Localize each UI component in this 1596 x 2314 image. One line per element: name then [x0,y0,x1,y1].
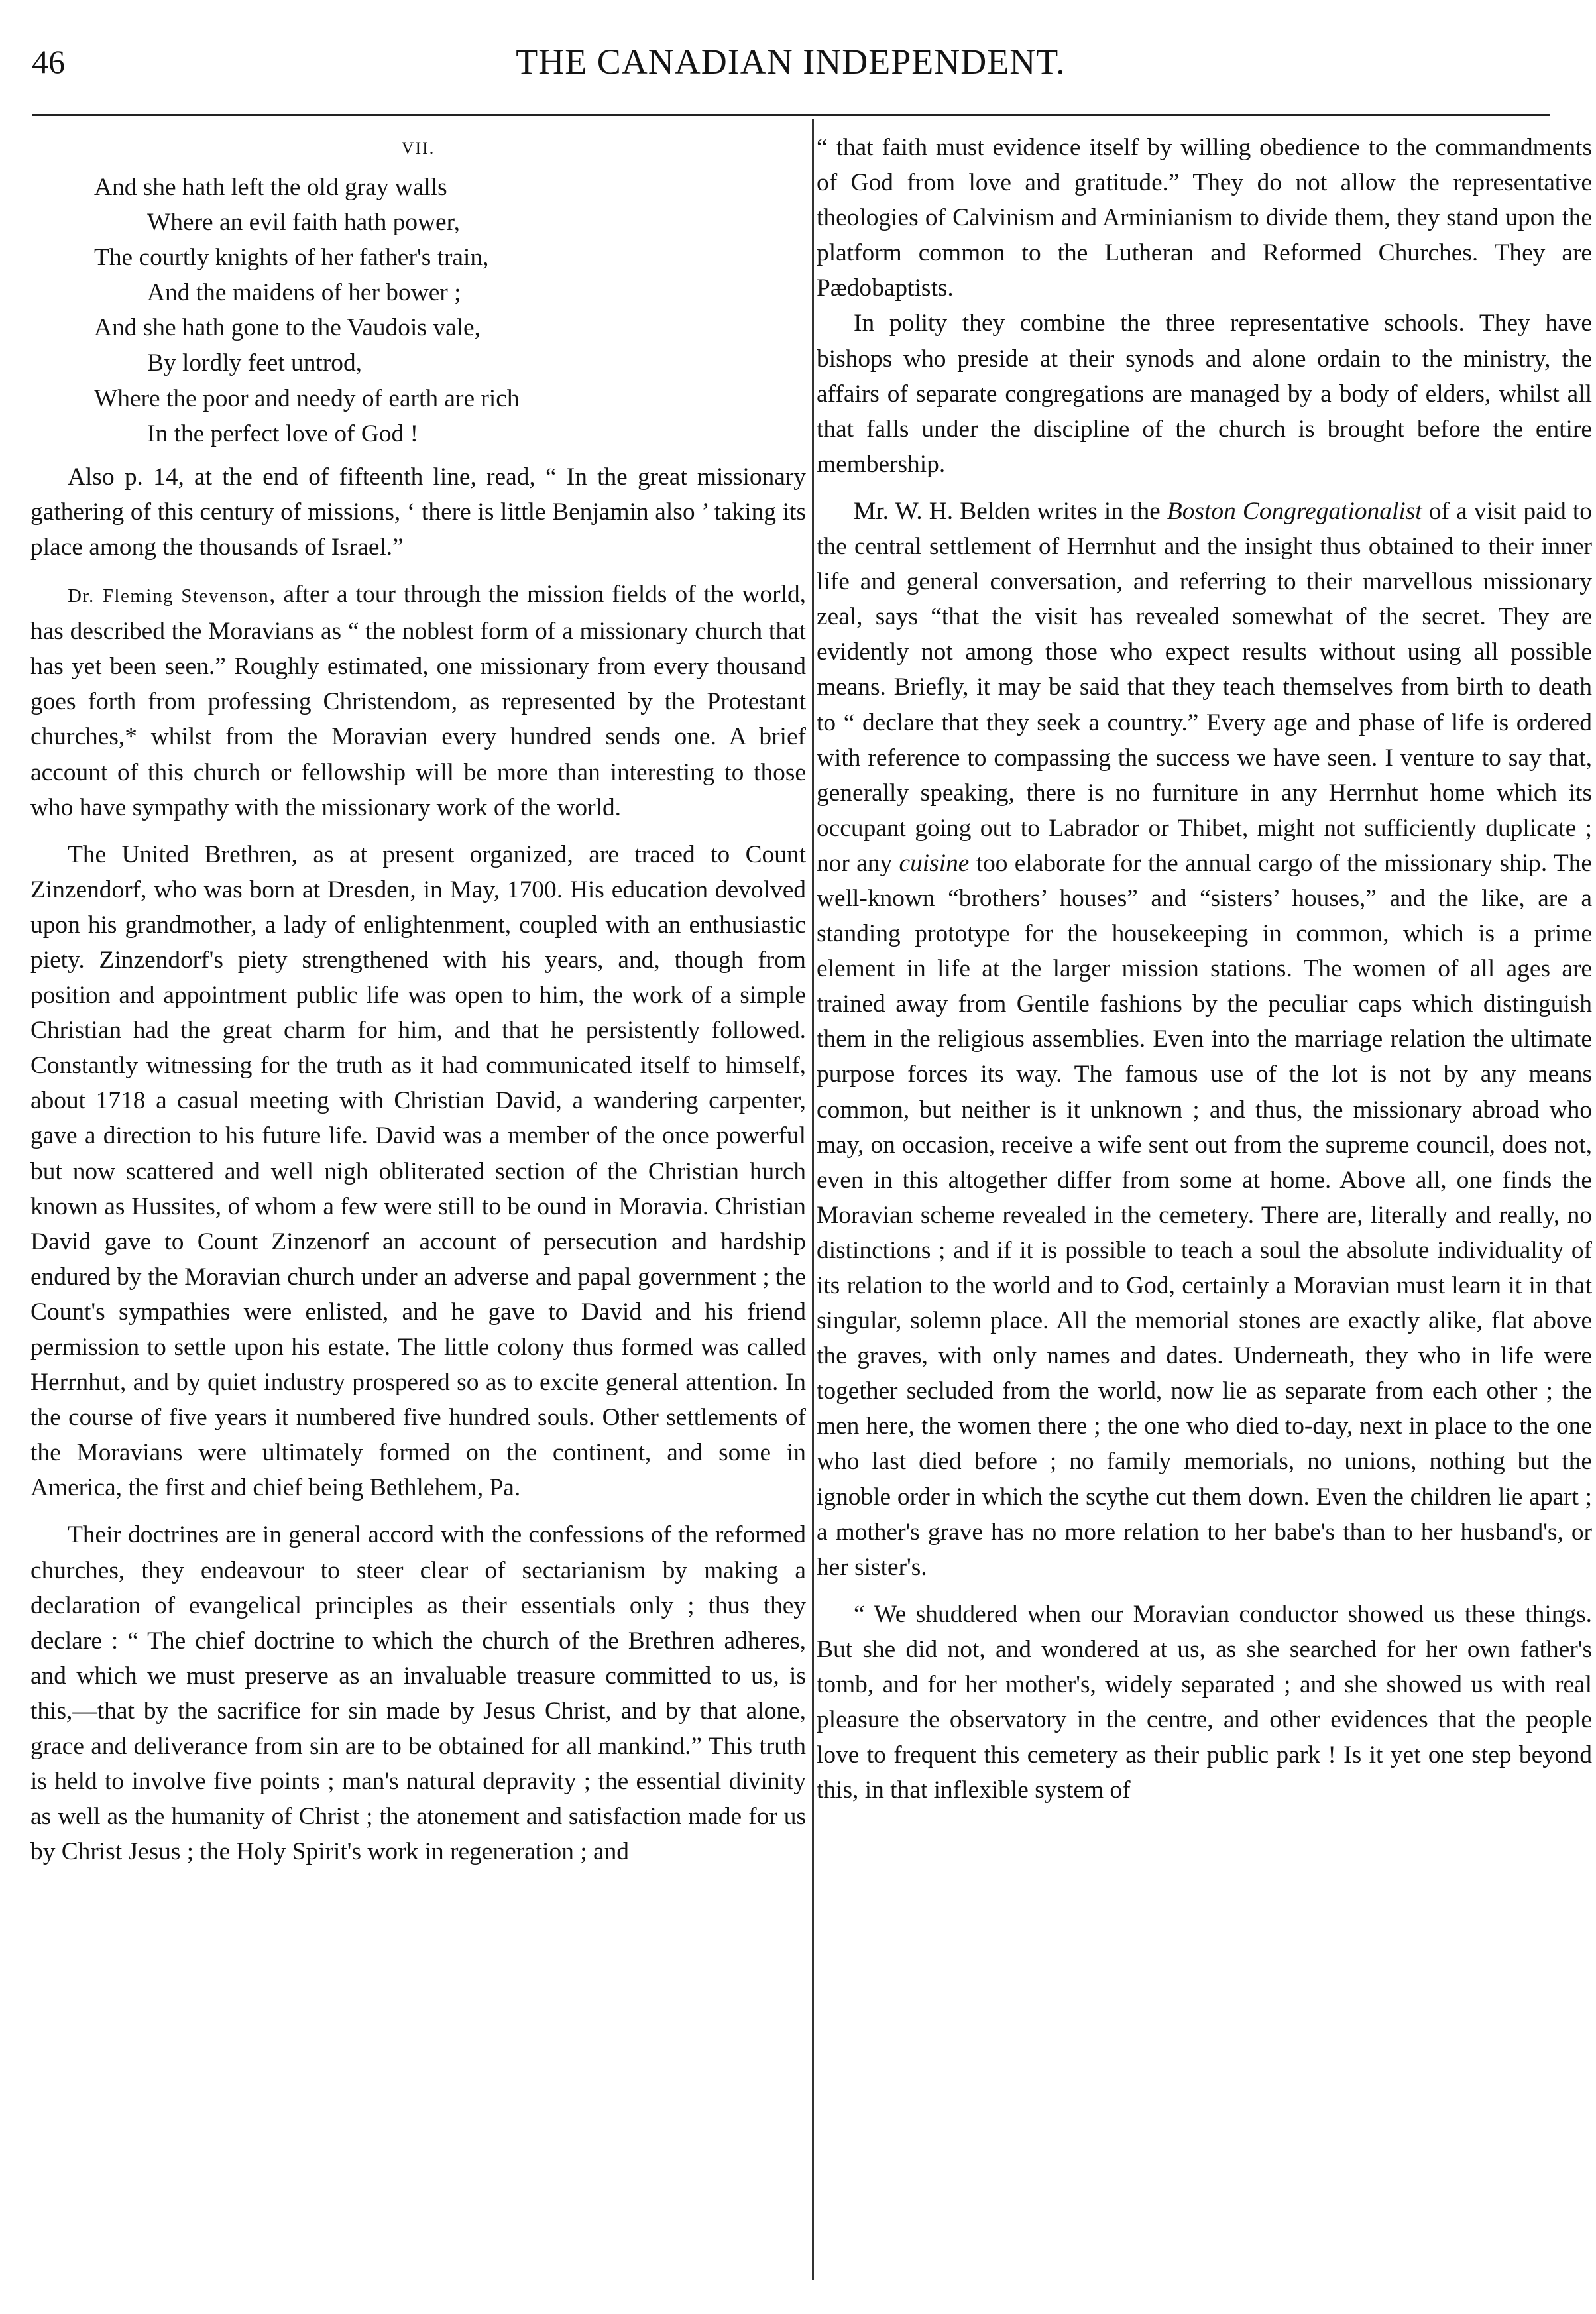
stevenson-text: , after a tour through the mission fields of the world, has described the Moravians as “ the noblest form of a missionary church that has yet been seen.” Roughly estimated, one missionary from every thousand goes forth from professing Christendom, as represented by the Protestant churches,* whilst from the Moravian every hundred sends one. A brief account of this church or fellowship will be more than interesting to those who have sympathy with the missionary work of the world. [30,581,806,821]
faith-paragraph: “ that faith must evidence itself by willing obedience to the commandments of God from love and gratitude.” They do not allow the representative theologies of Calvinism and Arminianism to divide them, they stand upon the platform common to the Lutheran and Reformed Churches. They are Pædobaptists. [817,134,1592,302]
poem-line: And she hath gone to the Vaudois vale, [94,314,481,342]
poem-line: In the perfect love of God ! [147,420,419,447]
cuisine-word: cuisine [899,849,970,877]
journal-title: THE CANADIAN INDEPENDENT. [516,42,1066,82]
poem-line: The courtly knights of her father's train, [94,244,489,272]
belden-paragraph [817,494,1592,1585]
shuddered-paragraph: “ We shuddered when our Moravian conductor showed us these things. But she did not, and wondered at us, as she searched for her own father's tomb, and for her mother's, widely separated ; and she showed us with real pleasure the observatory in the centre, and other evidences that the people love to frequent this cemetery as their public park ! Is it yet one step beyond this, in that inflexible system of [817,1600,1592,1804]
poem-line: Where an evil faith hath power, [147,209,460,237]
left-column [30,130,806,1869]
stevenson-prefix: Dr. [68,585,95,607]
stevenson-name: Fleming Stevenson [102,585,270,607]
page-header [32,38,1550,85]
doctrines-paragraph: Their doctrines are in general accord with the confessions of the reformed churches, they endeavour to steer clear of sectarianism by making a declaration of evangelical principles as their essentials only ; thus they declare : “ The chief doctrine to which the church of the Brethren adheres, and which we must preserve as an invaluable treasure committed to us, is this,—that by the sacrifice for sin made by Jesus Christ, and by that alone, grace and deliverance from sin are to be obtained for all mankind.” This truth is held to involve five points ; man's natural depravity ; the essential divinity as well as the humanity of Christ ; the atonement and satisfaction made for us by Christ Jesus ; the Holy Spirit's work in regeneration ; and [30,1521,806,1866]
page-number: 46 [32,43,65,80]
stanza-number: VII. [401,139,435,158]
header-rule [32,114,1550,116]
poem-line: And the maidens of her bower ; [147,279,461,307]
stevenson-paragraph [30,577,806,825]
erratum-paragraph: Also p. 14, at the end of fifteenth line, read, “ In the great missionary gathering of this century of missions, ‘ there is little Benjamin also ’ taking its place among the thousands of Israel.” [30,463,806,561]
united-brethren-paragraph: The United Brethren, as at present organized, are traced to Count Zinzendorf, who was born at Dresden, in May, 1700. His education devolved upon his grandmother, a lady of enlightenment, coupled with an enthusiastic piety. Zinzendorf's piety strengthened with his years, and, though from position and appointment public life was open to him, the work of a simple Christian had the great charm for him, and that he persistently followed. Constantly witnessing for the truth as it had communicated itself to himself, about 1718 a casual meeting with Christian David, a wandering carpenter, gave a direction to his future life. David was a member of the once powerful but now scattered and well nigh obliterated section of the Christian hurch known as Hussites, of whom a few were still to be ound in Moravia. Christian David gave to Count Zinzenorf an account of persecution and hardship endured by the Moravian church under an adverse and papal government ; the Count's sympathies were enlisted, and he gave to David and his friend permission to settle upon his estate. The little colony thus formed was called Herrnhut, and by quiet industry prospered so as to excite general attention. In the course of five years it numbered five hundred souls. Other settlements of the Moravians were ultimately formed on the continent, and some in America, the first and chief being Bethlehem, Pa. [30,840,806,1502]
poem-line: And she hath left the old gray walls [94,174,447,201]
poem-line: Where the poor and needy of earth are rich [94,384,520,412]
belden-text-1: Mr. W. H. Belden writes in the [854,497,1167,525]
belden-text-2: of a visit paid to the central settlement of Herrnhut and the insight thus obtained to their inner life and general conversation, and referring to their marvellous missionary zeal, says “that the visit has revealed somewhat of the secret. They are evidently not among those who expect results without using all possible means. Briefly, it may be said that they teach themselves from birth to death to “ declare that they seek a country.” Every age and phase of life is ordered with reference to compassing the success we have seen. I venture to say that, generally speaking, there is no furniture in any Herrnhut home which its occupant going out to Labrador or Thibet, might not sufficiently duplicate ; nor any [817,497,1592,877]
newspaper-title: Boston Congregationalist [1167,497,1422,525]
polity-paragraph: In polity they combine the three representative schools. They have bishops who preside at their synods and alone ordain to the ministry, the affairs of separate congregations are managed by a body of elders, whilst all that falls under the discipline of the church is brought before the entire membership. [817,310,1592,478]
belden-text-3: too elaborate for the annual cargo of the missionary ship. The well-known “brothers’ houses” and “sisters’ houses,” and the like, are a standing prototype for the housekeeping in common, which is a prime element in life at the larger mission stations. The women of all ages are trained away from Gentile fashions by the peculiar caps which distinguish them in the religious assemblies. Even into the marriage relation the ultimate purpose forces its way. The famous use of the lot is not by any means common, but neither is it unknown ; and thus, the missionary abroad who may, on occasion, receive a wife sent out from the supreme council, does not, even in this altogether differ from some at home. Above all, one finds the Moravian scheme revealed in the cemetery. There are, literally and really, no distinctions ; and if it is possible to teach a soul the absolute individuality of its relation to the world and to God, certainly a Moravian must learn it in that singular, solemn place. All the memorial stones are exactly alike, flat above the graves, with only names and dates. Underneath, they who in life were together secluded from the world, now lie as separate from each other ; the men here, the women there ; the one who died to-day, next in place to the one who last died before ; no family memorials, no unions, nothing but the ignoble order in which the scythe cut them down. Even the children lie apart ; a mother's grave has no more relation to her babe's than to her husband's, or her sister's. [817,849,1592,1581]
column-divider [812,119,814,2280]
right-column [817,130,1592,1808]
poem-line: By lordly feet untrod, [147,349,362,377]
poem-stanza [30,170,806,451]
